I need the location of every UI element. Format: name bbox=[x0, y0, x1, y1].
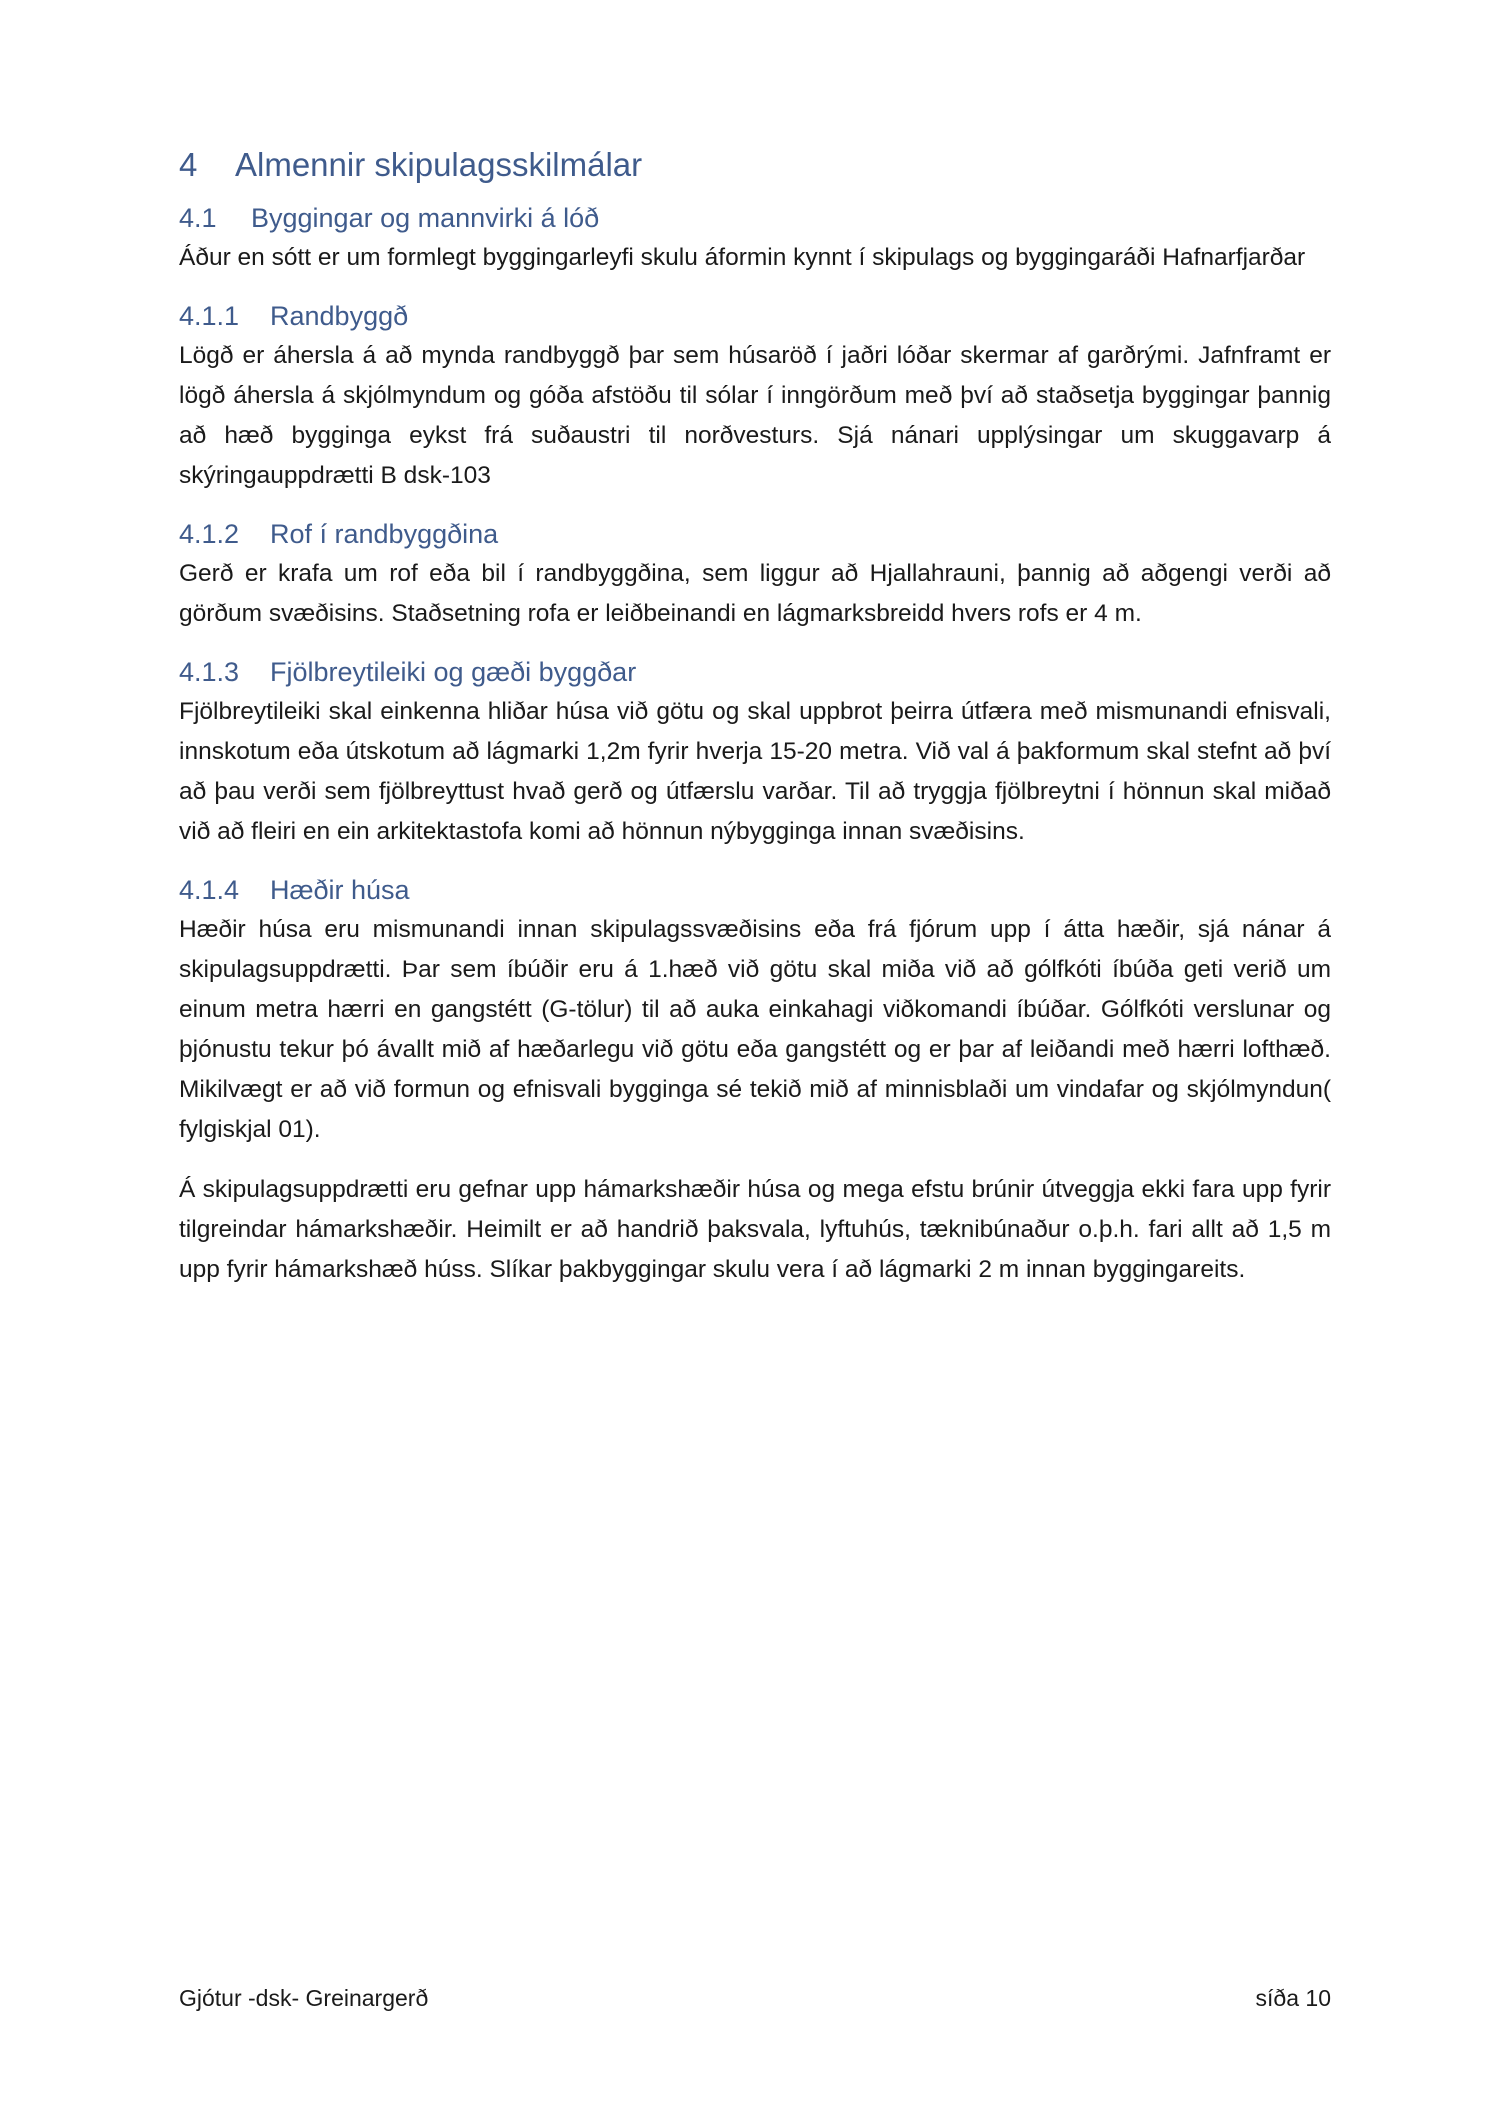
paragraph: Gerð er krafa um rof eða bil í randbyggðina, sem liggur að Hjallahrauni, þannig að aðgengi verði að görðum svæðisins. Staðsetning rofa er leiðbeinandi en lágmarksbreidd hvers rofs er 4 m. bbox=[179, 560, 1331, 627]
document-page bbox=[179, 140, 1331, 1290]
subsection-title: Fjölbreytileiki og gæði byggðar bbox=[270, 657, 637, 687]
paragraph: Fjölbreytileiki skal einkenna hliðar húsa við götu og skal uppbrot þeirra útfæra með mismunandi efnisvali, innskotum eða útskotum að lágmarki 1,2m fyrir hverja 15-20 metra. Við val á þakformum skal stefnt að því að þau verði sem fjölbreyttust hvað gerð og útfærslu varðar. Til að tryggja fjölbreytni í hönnun skal miðað við að fleiri en ein arkitektastofa komi að hönnun nýbygginga innan svæðisins. bbox=[179, 698, 1331, 845]
chapter-title: Almennir skipulagsskilmálar bbox=[235, 146, 643, 183]
section-number: 4.1 bbox=[179, 203, 217, 233]
subsection-title: Rof í randbyggðina bbox=[270, 519, 499, 549]
footer-page-number: síða 10 bbox=[1255, 1985, 1331, 2011]
section-intro: Áður en sótt er um formlegt byggingarleyfi skulu áformin kynnt í skipulags og byggingaráði Hafnarfjarðar bbox=[179, 244, 1306, 271]
subsection-title: Hæðir húsa bbox=[270, 875, 410, 905]
subsection-number: 4.1.3 bbox=[179, 657, 240, 687]
paragraph: Á skipulagsuppdrætti eru gefnar upp hámarkshæðir húsa og mega efstu brúnir útveggja ekki fara upp fyrir tilgreindar hámarkshæðir. Heimilt er að handrið þaksvala, lyftuhús, tæknibúnaður o.þ.h. fari allt að 1,5 m upp fyrir hámarkshæð húss. Slíkar þakbyggingar skulu vera í að lágmarki 2 m innan byggingareits. bbox=[179, 1176, 1331, 1283]
footer-document-title: Gjótur -dsk- Greinargerð bbox=[179, 1985, 429, 2011]
paragraph: Hæðir húsa eru mismunandi innan skipulagssvæðisins eða frá fjórum upp í átta hæðir, sjá nánar á skipulagsuppdrætti. Þar sem íbúðir eru á 1.hæð við götu skal miða við að gólfkóti íbúða geti verið um einum metra hærri en gangstétt (G-tölur) til að auka einkahagi viðkomandi íbúðar. Gólfkóti verslunar og þjónustu tekur þó ávallt mið af hæðarlegu við götu eða gangstétt og er þar af leiðandi með hærri lofthæð. Mikilvægt er að við formun og efnisvali bygginga sé tekið mið af minnisblaði um vindafar og skjólmyndun( fylgiskjal 01). bbox=[179, 916, 1331, 1143]
subsection-number: 4.1.1 bbox=[179, 301, 240, 331]
subsection-heading bbox=[179, 870, 1331, 910]
section-title: Byggingar og mannvirki á lóð bbox=[251, 203, 600, 233]
subsection-number: 4.1.4 bbox=[179, 875, 240, 905]
chapter-number: 4 bbox=[179, 146, 198, 183]
subsection-title: Randbyggð bbox=[270, 301, 409, 331]
paragraph: Lögð er áhersla á að mynda randbyggð þar sem húsaröð í jaðri lóðar skermar af garðrými. Jafnframt er lögð áhersla á skjólmyndum og góða afstöðu til sólar í inngörðum með því að staðsetja byggingar þannig að hæð bygginga eykst frá suðaustri til norðvesturs. Sjá nánari upplýsingar um skuggavarp á skýringauppdrætti B dsk-103 bbox=[179, 342, 1331, 489]
subsection-heading bbox=[179, 296, 1331, 336]
subsection-number: 4.1.2 bbox=[179, 519, 240, 549]
subsection-heading bbox=[179, 652, 1331, 692]
subsection-heading bbox=[179, 514, 1331, 554]
section-heading bbox=[179, 198, 1331, 238]
chapter-heading bbox=[179, 140, 1331, 190]
